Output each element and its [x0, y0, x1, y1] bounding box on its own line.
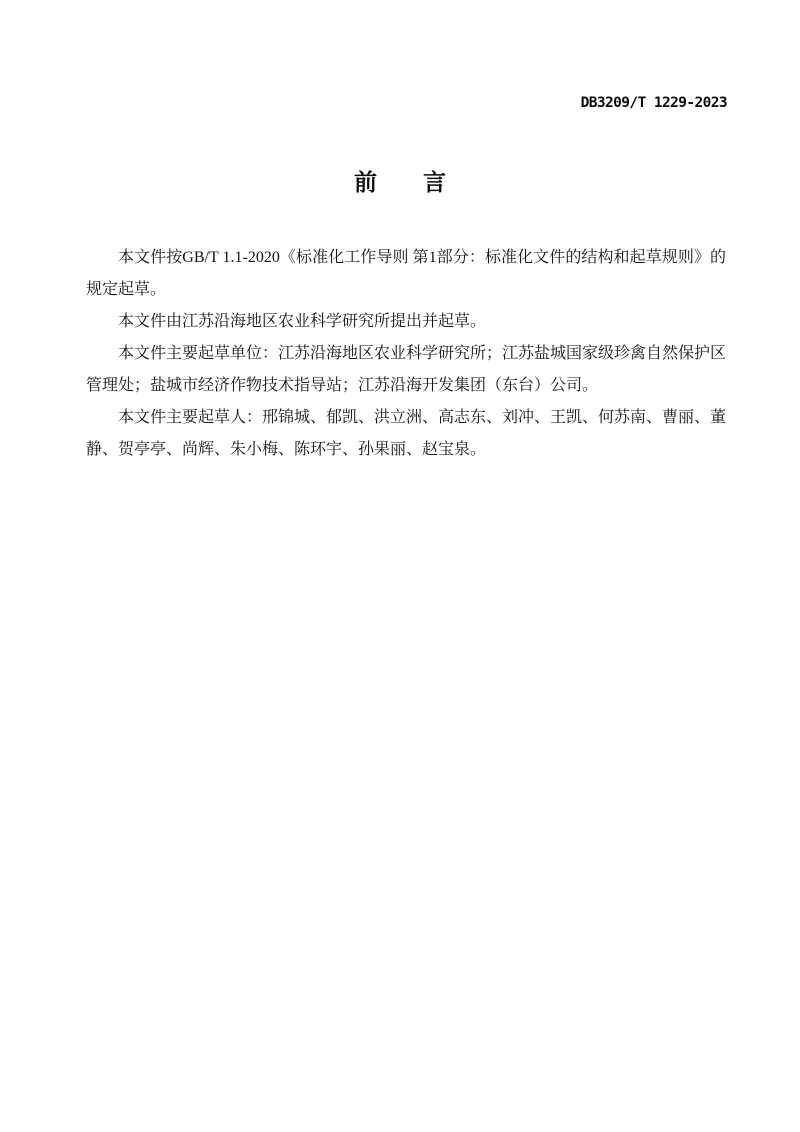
paragraph-drafting-rule: 本文件按GB/T 1.1-2020《标准化工作导则 第1部分：标准化文件的结构和起草规则》的规定起草。	[86, 249, 726, 298]
document-body	[86, 242, 726, 466]
standard-code: DB3209/T 1229-2023	[580, 95, 727, 111]
paragraph-drafters: 本文件主要起草人：邢锦城、郁凯、洪立洲、高志东、刘冲、王凯、何苏南、曹丽、董静、贺亭亭、尚辉、朱小梅、陈环宇、孙果丽、赵宝泉。	[86, 409, 727, 458]
paragraph-proposed-by: 本文件由江苏沿海地区农业科学研究所提出并起草。	[118, 313, 487, 330]
paragraph-drafting-organizations: 本文件主要起草单位：江苏沿海地区农业科学研究所；江苏盐城国家级珍禽自然保护区管理处；盐城市经济作物技术指导站；江苏沿海开发集团（东台）公司。	[86, 345, 727, 394]
page-title: 前 言	[354, 170, 446, 196]
